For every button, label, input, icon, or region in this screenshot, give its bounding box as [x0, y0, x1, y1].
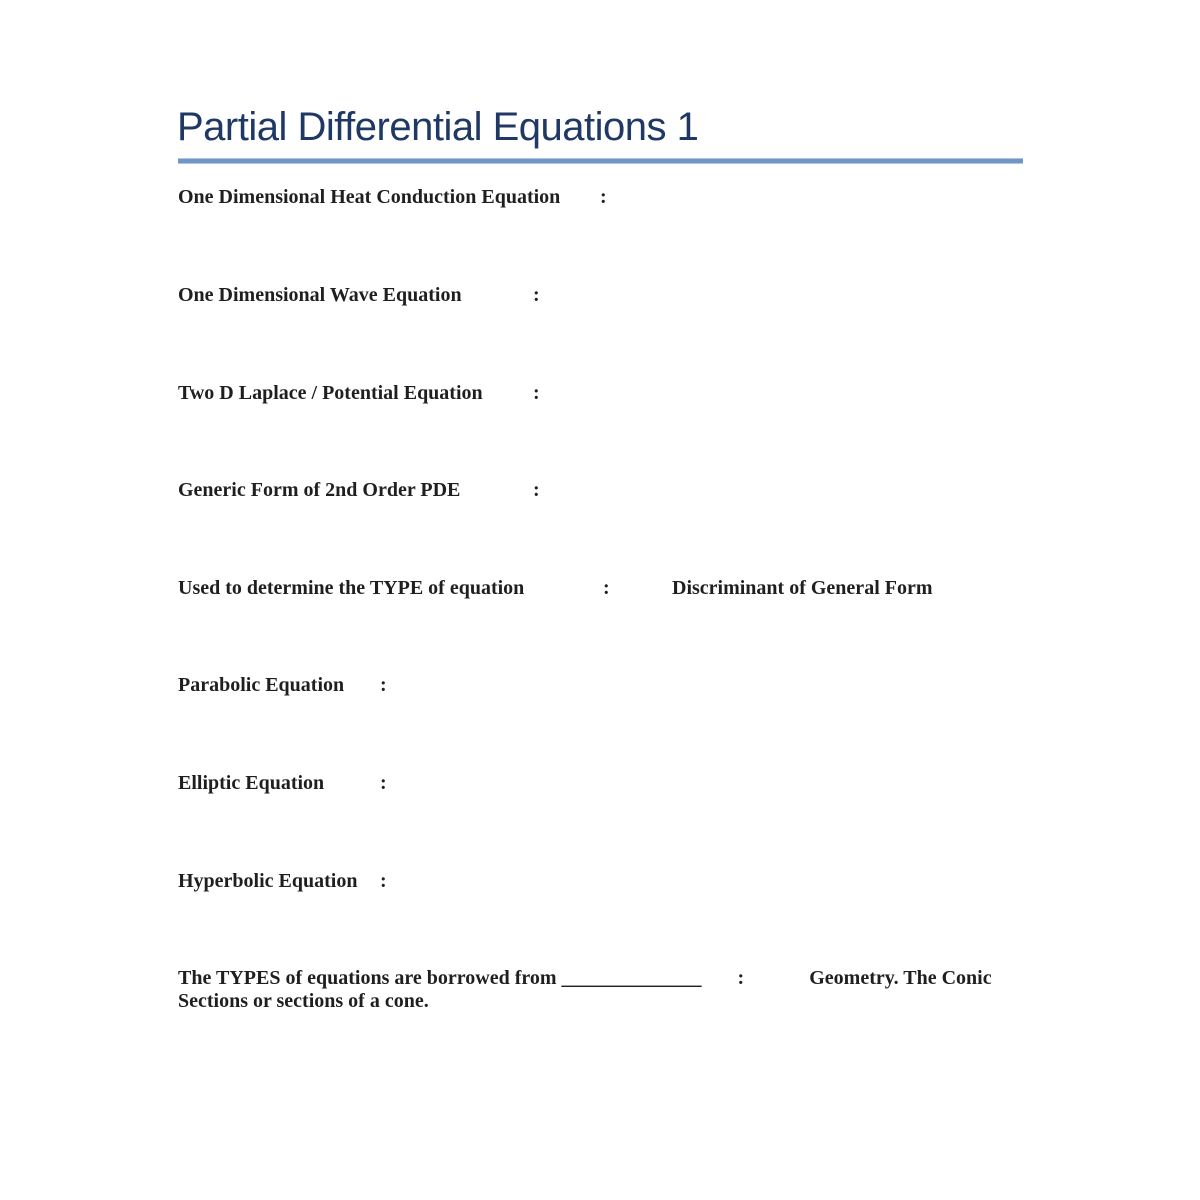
separator-colon: :	[603, 577, 610, 599]
term-label: One Dimensional Heat Conduction Equation	[178, 186, 561, 208]
tab-spacer	[702, 967, 738, 968]
term-label: Parabolic Equation	[178, 674, 345, 696]
definition-row	[178, 186, 607, 209]
title-underline-rule	[178, 158, 1023, 164]
definition-row	[178, 772, 387, 795]
term-label: Elliptic Equation	[178, 772, 325, 794]
definition-row	[178, 577, 933, 600]
definition-row	[178, 870, 387, 893]
definition-row	[178, 967, 1028, 1013]
term-label: Used to determine the TYPE of equation	[178, 577, 525, 599]
separator-colon: :	[533, 284, 540, 306]
separator-colon: :	[533, 479, 540, 501]
term-label: Generic Form of 2nd Order PDE	[178, 479, 461, 501]
definition-row	[178, 382, 540, 405]
term-value: Discriminant of General Form	[672, 577, 933, 599]
term-value: Geometry. The Conic Sections or sections of a cone.	[178, 967, 992, 1012]
separator-colon: :	[380, 772, 387, 794]
term-label: The TYPES of equations are borrowed from ______________	[178, 967, 702, 989]
separator-colon: :	[380, 674, 387, 696]
page-title: Partial Differential Equations 1	[177, 105, 699, 149]
definition-row	[178, 284, 540, 307]
term-label: Two D Laplace / Potential Equation	[178, 382, 483, 404]
term-label: Hyperbolic Equation	[178, 870, 358, 892]
separator-colon: :	[737, 967, 745, 989]
definition-row	[178, 674, 387, 697]
separator-colon: :	[600, 186, 607, 208]
separator-colon: :	[533, 382, 540, 404]
tab-spacer	[744, 967, 809, 968]
separator-colon: :	[380, 870, 387, 892]
term-label: One Dimensional Wave Equation	[178, 284, 462, 306]
definition-row	[178, 479, 540, 502]
